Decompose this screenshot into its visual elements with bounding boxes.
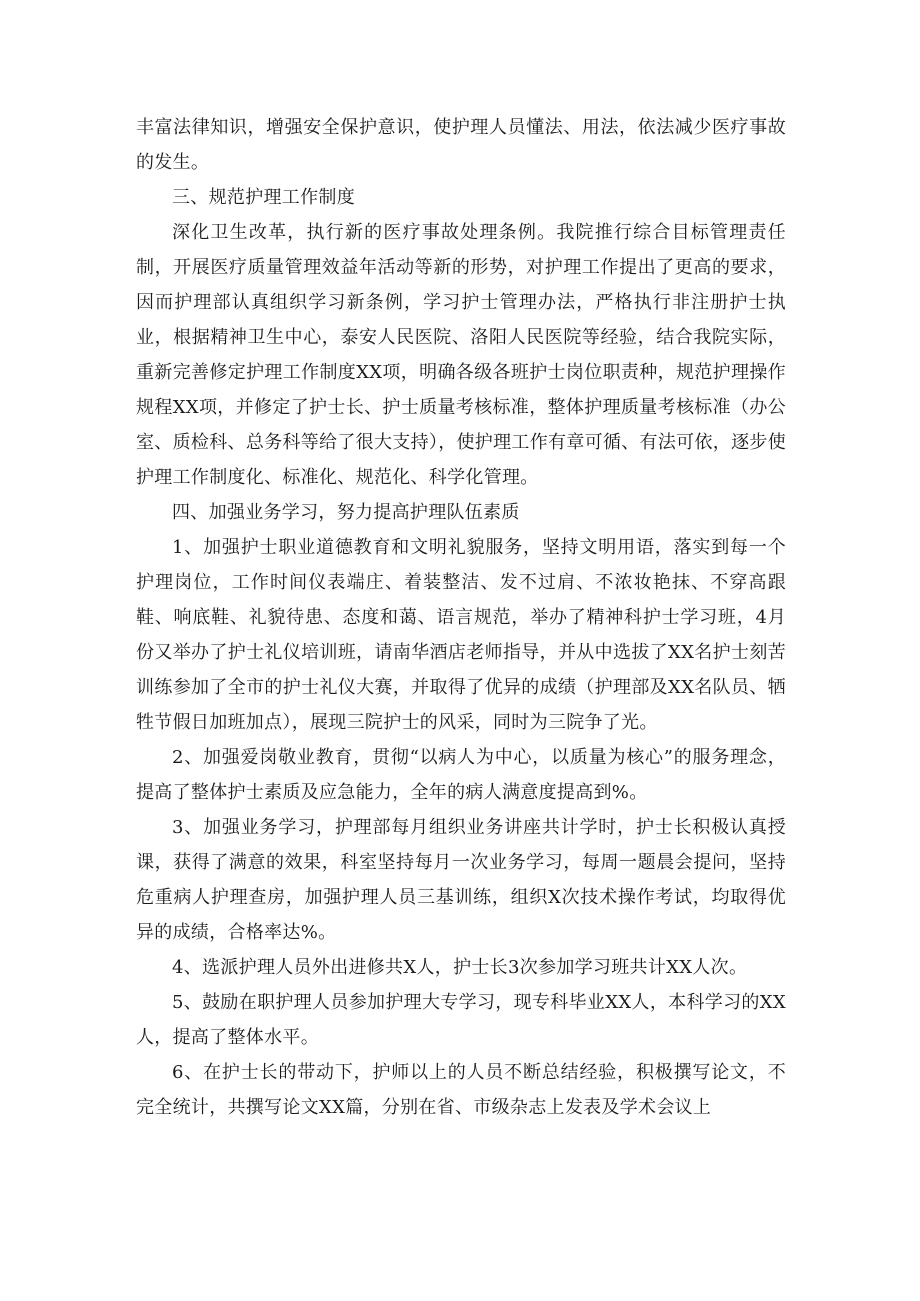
document-body <box>136 110 786 1125</box>
paragraph-reform: 深化卫生改革，执行新的医疗事故处理条例。我院推行综合目标管理责任制，开展医疗质量管理效益年活动等新的形势，对护理工作提出了更高的要求，因而护理部认真组织学习新条例，学习护士管理办法，严格执行非注册护士执业，根据精神卫生中心，泰安人民医院、洛阳人民医院等经验，结合我院实际，重新完善修定护理工作制度XX项，明确各级各班护士岗位职责种，规范护理操作规程XX项，并修定了护士长、护士质量考核标准，整体护理质量考核标准（办公室、质检科、总务科等给了很大支持），使护理工作有章可循、有法可依，逐步使护理工作制度化、标准化、规范化、科学化管理。 <box>136 222 786 488</box>
heading-section-four: 四、加强业务学习，努力提高护理队伍素质 <box>172 502 520 523</box>
paragraph-item-1: 1、加强护士职业道德教育和文明礼貌服务，坚持文明用语，落实到每一个护理岗位，工作时间仪表端庄、着装整洁、发不过肩、不浓妆艳抹、不穿高跟鞋、响底鞋、礼貌待患、态度和蔼、语言规范，举办了精神科护士学习班，4月份又举办了护士礼仪培训班，请南华酒店老师指导，并从中选拔了XX名护士刻苦训练参加了全市的护士礼仪大赛，并取得了优异的成绩（护理部及XX名队员、牺牲节假日加班加点），展现三院护士的风采，同时为三院争了光。 <box>136 537 786 733</box>
paragraph-item-4: 4、选派护理人员外出进修共X人，护士长3次参加学习班共计XX人次。 <box>172 957 748 978</box>
paragraph-item-2: 2、加强爱岗敬业教育，贯彻“以病人为中心，以质量为核心”的服务理念，提高了整体护士素质及应急能力，全年的病人满意度提高到%。 <box>136 747 786 803</box>
paragraph-item-5: 5、鼓励在职护理人员参加护理大专学习，现专科毕业XX人，本科学习的XX人，提高了整体水平。 <box>136 992 786 1048</box>
paragraph-item-6: 6、在护士长的带动下，护师以上的人员不断总结经验，积极撰写论文，不完全统计，共撰写论文XX篇，分别在省、市级杂志上发表及学术会议上 <box>136 1062 786 1118</box>
paragraph-law-knowledge: 丰富法律知识，增强安全保护意识，使护理人员懂法、用法，依法减少医疗事故的发生。 <box>136 117 786 173</box>
heading-section-three: 三、规范护理工作制度 <box>172 187 355 208</box>
paragraph-item-3: 3、加强业务学习，护理部每月组织业务讲座共计学时，护士长积极认真授课，获得了满意的效果，科室坚持每月一次业务学习，每周一题晨会提问，坚持危重病人护理查房，加强护理人员三基训练，组织X次技术操作考试，均取得优异的成绩，合格率达%。 <box>136 817 786 943</box>
